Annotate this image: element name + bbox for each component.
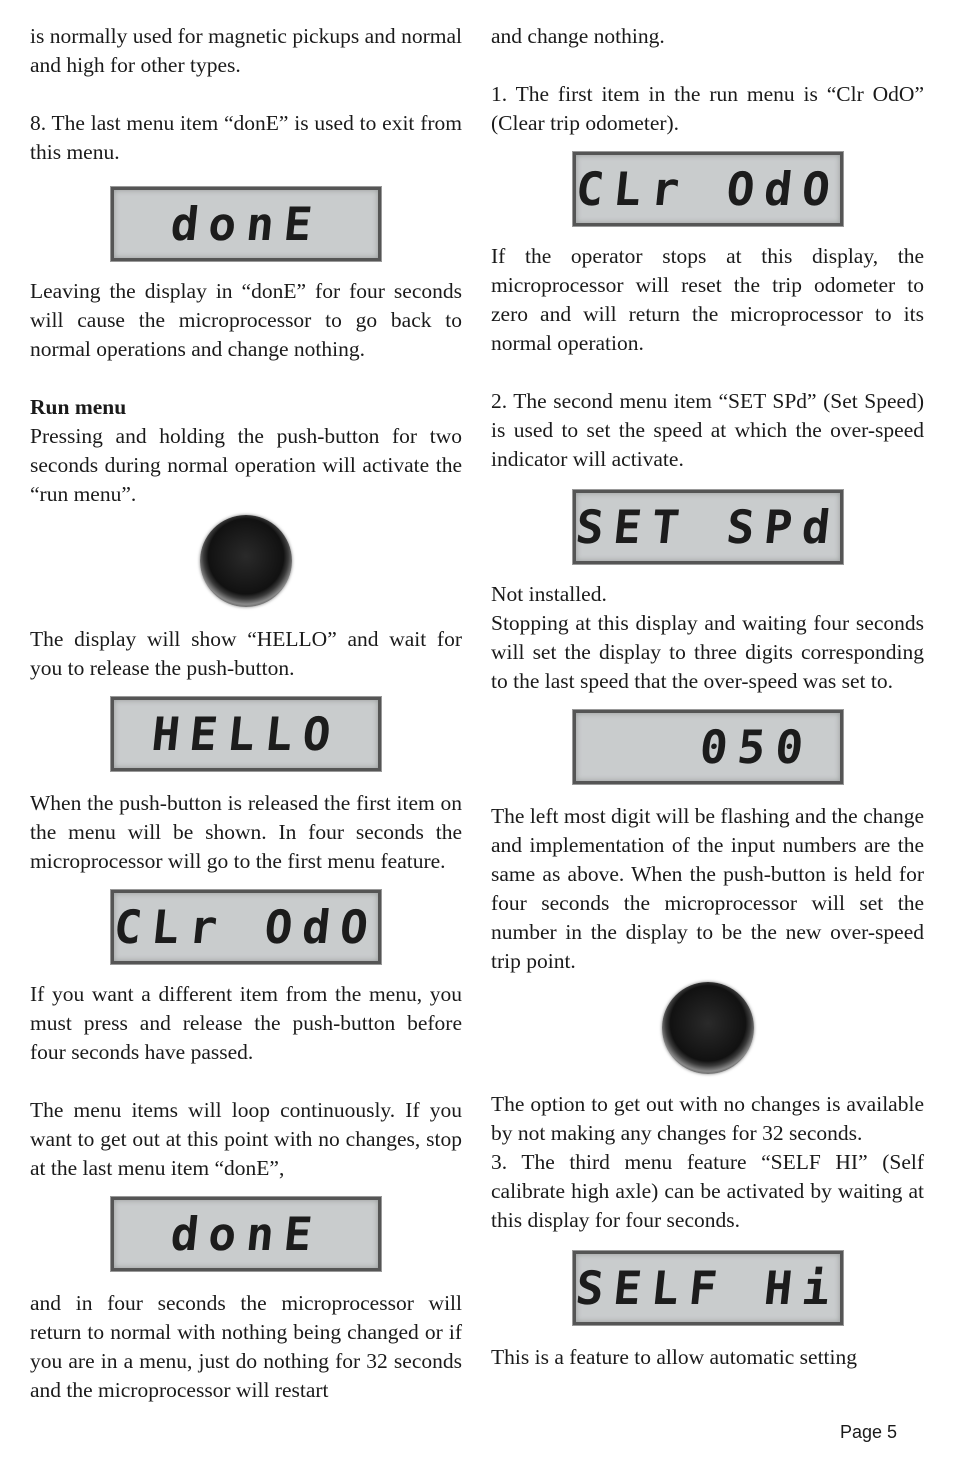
paragraph: is normally used for magnetic pickups and normal and high for other types.	[30, 24, 462, 77]
push-button-figure	[491, 982, 924, 1074]
paragraph: Stopping at this display and waiting four seconds will set the display to three digits corresponding to the last speed that the over-speed was set to.	[491, 611, 924, 693]
lcd-display-figure	[491, 1251, 924, 1325]
section-heading: Run menu	[30, 395, 127, 419]
lcd-text: CLr OdO	[111, 900, 381, 954]
paragraph: Pressing and holding the push-button for two seconds during normal operation will activate the “run menu”.	[30, 424, 462, 506]
paragraph: The left most digit will be flashing and the change and implementation of the input numbers are the same as above. When the push-button is held for four seconds the microprocessor will set the number in the display to be the new over-speed trip point.	[491, 804, 924, 973]
paragraph: The display will show “HELLO” and wait for you to release the push-button.	[30, 627, 462, 680]
push-button-icon	[200, 515, 292, 607]
paragraph: The option to get out with no changes is available by not making any changes for 32 seconds.	[491, 1092, 924, 1145]
lcd-display-figure	[30, 187, 462, 261]
paragraph: This is a feature to allow automatic setting	[491, 1345, 857, 1369]
paragraph: Not installed.	[491, 582, 607, 606]
lcd-display-figure	[30, 1197, 462, 1271]
lcd-display	[111, 1197, 381, 1271]
paragraph: 1. The first item in the run menu is “Clr OdO” (Clear trip odometer).	[491, 82, 924, 135]
paragraph: Leaving the display in “donE” for four seconds will cause the microprocessor to go back to normal operations and change nothing.	[30, 279, 462, 361]
lcd-display-figure	[491, 490, 924, 564]
lcd-display	[573, 152, 843, 226]
paragraph: 2. The second menu item “SET SPd” (Set Speed) is used to set the speed at which the over-speed indicator will activate.	[491, 389, 924, 471]
paragraph: When the push-button is released the first item on the menu will be shown. In four seconds the microprocessor will go to the first menu feature.	[30, 791, 462, 873]
paragraph: 8. The last menu item “donE” is used to exit from this menu.	[30, 111, 462, 164]
page-number: Page 5	[840, 1422, 898, 1442]
lcd-display	[573, 490, 843, 564]
paragraph: and change nothing.	[491, 24, 665, 48]
lcd-text: SELF Hi	[572, 1261, 843, 1315]
lcd-display	[111, 187, 381, 261]
lcd-text: SET SPd	[572, 500, 843, 554]
right-column	[491, 22, 924, 1372]
lcd-display	[111, 697, 381, 771]
lcd-display-figure	[30, 697, 462, 771]
lcd-display-figure	[30, 890, 462, 964]
push-button-figure	[30, 515, 462, 607]
lcd-display-figure	[491, 152, 924, 226]
lcd-text: donE	[167, 1207, 325, 1261]
left-column	[30, 22, 462, 1405]
paragraph: and in four seconds the microprocessor will return to normal with nothing being changed or if you are in a menu, just do nothing for 32 seconds and the microprocessor will restart	[30, 1291, 462, 1402]
paragraph: 3. The third menu feature “SELF HI” (Self calibrate high axle) can be activated by waiting at this display for four seconds.	[491, 1150, 924, 1232]
lcd-display	[111, 890, 381, 964]
paragraph: If you want a different item from the menu, you must press and release the push-button before four seconds have passed.	[30, 982, 462, 1064]
lcd-text: CLr OdO	[572, 162, 843, 216]
push-button-icon	[662, 982, 754, 1074]
lcd-text: 050	[697, 720, 817, 774]
paragraph: The menu items will loop continuously. If you want to get out at this point with no changes, stop at the last menu item “donE”,	[30, 1098, 462, 1180]
lcd-text: donE	[167, 197, 325, 251]
lcd-text: HELLO	[148, 707, 344, 761]
paragraph: If the operator stops at this display, the microprocessor will reset the trip odometer to zero and will return the microprocessor to its normal operation.	[491, 244, 924, 355]
lcd-display	[573, 1251, 843, 1325]
lcd-display-figure	[491, 710, 924, 784]
lcd-display	[573, 710, 843, 784]
